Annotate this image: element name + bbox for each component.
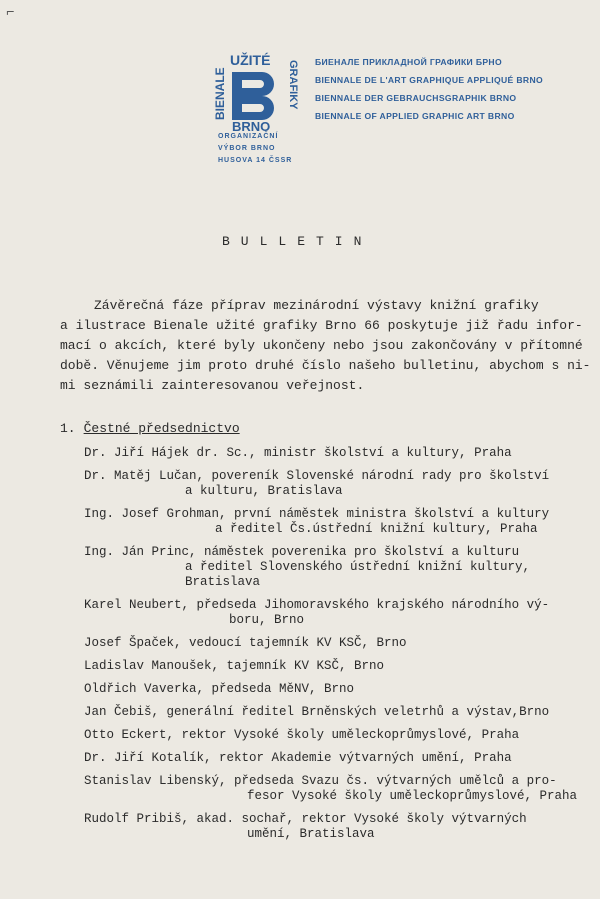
list-item [84, 774, 594, 804]
list-item [84, 469, 594, 499]
bienale-logo-mark [210, 50, 310, 132]
member-line: Ladislav Manoušek, tajemník KV KSČ, Brno [84, 659, 385, 673]
member-line: Dr. Jiří Kotalík, rektor Akademie výtvarných umění, Praha [84, 751, 512, 765]
logo-word-vertical: BIENALE [213, 67, 227, 120]
member-line: boru, Brno [229, 613, 305, 627]
org-line: HUSOVA 14 ČSSR [218, 157, 293, 164]
member-line: Josef Špaček, vedoucí tajemník KV KSČ, Brno [84, 636, 407, 650]
org-line: ORGANIZAČNÍ [218, 133, 279, 140]
letterhead-name-ru: БИЕНАЛЕ ПРИКЛАДНОЙ ГРАФИКИ БРНО [315, 57, 503, 67]
member-line: Ing. Josef Grohman, první náměstek ministra školství a kultury [84, 507, 550, 521]
list-item [84, 507, 594, 537]
list-item [84, 682, 594, 697]
member-line: umění, Bratislava [247, 827, 375, 841]
member-line: Ing. Ján Princ, náměstek poverenika pro školství a kulturu [84, 545, 520, 559]
member-line: Karel Neubert, předseda Jihomoravského krajského národního vý- [84, 598, 550, 612]
member-line: Oldřich Vaverka, předseda MěNV, Brno [84, 682, 355, 696]
honorary-presidium-list [84, 446, 594, 850]
logo-word-right: GRAFIKY [287, 60, 299, 110]
logo-word-bottom: BRNO [232, 119, 271, 132]
member-line: Bratislava [185, 575, 261, 589]
member-line: Stanislav Libenský, předseda Svazu čs. výtvarných umělců a pro- [84, 774, 557, 788]
corner-mark: ⌐ [6, 5, 15, 21]
member-line: a kulturu, Bratislava [185, 484, 343, 498]
member-line: a ředitel Čs.ústřední knižní kultury, Praha [215, 522, 538, 536]
member-line: Rudolf Pribiš, akad. sochař, rektor Vysoké školy výtvarných [84, 812, 527, 826]
letterhead-names [315, 53, 543, 125]
letterhead-name-de: BIENNALE DER GEBRAUCHSGRAPHIK BRNO [315, 93, 517, 103]
intro-line: mi seznámili zainteresovanou veřejnost. [60, 378, 365, 393]
intro-line: a ilustrace Bienale užité grafiky Brno 66 poskytuje již řadu infor- [60, 318, 583, 333]
list-item [84, 728, 594, 743]
intro-line: době. Věnujeme jim proto druhé číslo našeho bulletinu, abychom s ni- [60, 358, 591, 373]
section-heading [60, 421, 240, 436]
section-number: 1. [60, 421, 76, 436]
member-line: fesor Vysoké školy uměleckoprůmyslové, Praha [247, 789, 578, 803]
list-item [84, 751, 594, 766]
page-title: BULLETIN [222, 234, 373, 249]
intro-line: Závěrečná fáze příprav mezinárodní výstavy knižní grafiky [94, 298, 539, 313]
member-line: Jan Čebiš, generální ředitel Brněnských veletrhů a výstav,Brno [84, 705, 550, 719]
logo-b-shape [232, 72, 274, 120]
list-item [84, 446, 594, 461]
letterhead-name-fr: BIENNALE DE L'ART GRAPHIQUE APPLIQUÉ BRNO [315, 75, 544, 85]
member-line: Otto Eckert, rektor Vysoké školy uměleckoprůmyslové, Praha [84, 728, 520, 742]
member-line: Dr. Jiří Hájek dr. Sc., ministr školství a kultury, Praha [84, 446, 512, 460]
section-title: Čestné předsednictvo [83, 421, 240, 436]
list-item [84, 598, 594, 628]
list-item [84, 636, 594, 651]
member-line: Dr. Matěj Lučan, povereník Slovenské národní rady pro školství [84, 469, 550, 483]
letterhead-name-en: BIENNALE OF APPLIED GRAPHIC ART BRNO [315, 111, 515, 121]
organizing-committee-address [218, 131, 318, 167]
intro-paragraph [60, 296, 590, 396]
org-line: VÝBOR BRNO [218, 145, 276, 152]
member-line: a ředitel Slovenského ústřední knižní kultury, [185, 560, 531, 574]
bienale-logo [210, 50, 310, 132]
logo-word-top: UŽITÉ [230, 52, 271, 68]
list-item [84, 812, 594, 842]
list-item [84, 659, 594, 674]
list-item [84, 705, 594, 720]
intro-line: mací o akcích, které byly ukončeny nebo jsou zakončovány v přítomné [60, 338, 583, 353]
list-item [84, 545, 594, 590]
